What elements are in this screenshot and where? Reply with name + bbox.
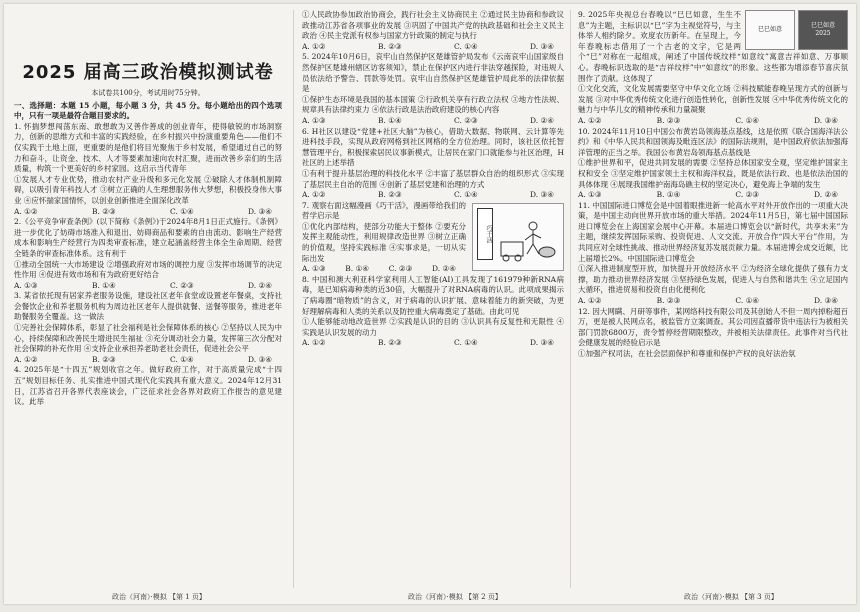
answer-options bbox=[14, 355, 282, 366]
answer-options bbox=[302, 190, 564, 201]
logo-right-top: 巳巳如意 bbox=[810, 22, 835, 29]
logo-right-bottom: 2025 bbox=[815, 30, 831, 37]
option-d: D. ②④ bbox=[530, 115, 554, 125]
cartoon-drawing bbox=[497, 212, 557, 264]
answer-options bbox=[578, 116, 848, 127]
answer-options bbox=[302, 338, 564, 349]
answer-options bbox=[302, 42, 564, 53]
answer-options bbox=[14, 207, 282, 218]
question-2-choices: ①推动全国统一大市场建设 ②增强政府对市场的调控力度 ③发挥市场调节的决定性作用 ④促进有效市场和有为政府更好结合 bbox=[14, 259, 282, 280]
option-d: D. ③④ bbox=[814, 296, 838, 306]
gala-logo bbox=[745, 10, 848, 50]
option-d: D. ③④ bbox=[530, 338, 554, 348]
question-11-choices: ①深入推进制度型开放，加快提升开放经济水平 ②为经济全球化提供了强有力支撑，助力推动世界经济发展 ③坚持绿色发展，促进人与自然和谐共生 ④立足国内大循环，推进贸易和投资自由化便利化 bbox=[578, 264, 848, 295]
option-b: B. ②③ bbox=[377, 41, 402, 51]
column-divider bbox=[293, 10, 294, 588]
option-c: C. ①④ bbox=[735, 115, 760, 125]
option-b: B. ①④ bbox=[377, 115, 402, 125]
option-a: A. ①③ bbox=[578, 190, 602, 200]
question-8-choices: ①人能够能动地改造世界 ②实践是认识的目的 ③认识具有反复性和无限性 ④实践是认识发展的动力 bbox=[302, 317, 564, 337]
option-c: C. ①④ bbox=[735, 296, 760, 306]
question-5: 5. 2024年10月6日，哀牢山自然保护区楚雄管护局发布《云南哀牢山国家级自然保护区楚雄州辖区访客须知》，禁止在保护区内进行非法穿越探险，对违规人员依法给予警告、罚款等处罚。哀牢山自然保护区楚雄管护局此举的法律依据是 bbox=[302, 52, 564, 94]
cartoon-image bbox=[472, 203, 564, 271]
question-12-choices: ①加强产权司法，在社会层面保护和尊重和保护产权的良好法治氛 bbox=[578, 349, 796, 358]
answer-options bbox=[578, 190, 848, 201]
question-4-choices: ①人民政协参加政治协商会，践行社会主义协商民主 ②通过民主协商和参政议政推动江苏省各项事业的发展 ③巩固了中国共产党的执政基础和社会主义民主政治 ④民主党派有权参与国家方针政策的制定与执行 bbox=[302, 10, 564, 41]
question-9-choices: ①文化交流，文化发展需要坚守中华文化立场 ②科技赋能春晚呈现方式的创新与发展 ③对中华优秀传统文化进行创造性转化，创新性发展 ④中华优秀传统文化的魅力与中华儿女的精神传承和力量凝聚 bbox=[578, 84, 848, 115]
page-column-1 bbox=[14, 10, 282, 588]
question-3: 3. 某省依托现有居家养老服务设施，建设社区老年食堂或设置老年餐桌，支持社会餐饮企业和养老服务机构为周边社区老年人提供就餐、送餐等服务，推进老年助餐服务全覆盖。这一做法 bbox=[14, 291, 282, 322]
option-a: A. ①③ bbox=[14, 280, 38, 290]
page-footer-2: 政治（河南）·模拟 【第 2 页】 bbox=[408, 593, 502, 601]
answer-options bbox=[302, 116, 564, 127]
option-c: C. ②③ bbox=[454, 115, 478, 125]
exam-note: 本试卷共100分，考试用时75分钟。 bbox=[91, 89, 205, 97]
option-d: D. ②④ bbox=[814, 190, 838, 200]
option-c: C. ①④ bbox=[454, 190, 478, 200]
question-4: 4. 2025年是“十四五”规划收官之年。做好政府工作，对于高质量完成“十四五”规划目标任务、扎实推进中国式现代化实践具有重大意义。2024年12月31日，江苏省召开各界代表座谈会，广泛征求社会各界对政府工作报告的意见建议。此举 bbox=[14, 365, 282, 407]
option-b: B. ①④ bbox=[345, 264, 370, 274]
option-b: B. ①④ bbox=[91, 280, 116, 290]
option-a: A. ①③ bbox=[302, 115, 326, 125]
option-c: C. ②③ bbox=[170, 280, 194, 290]
question-7: 7. 观察右面这幅漫画《巧干活》，漫画带给我们的哲学启示是 bbox=[302, 200, 466, 221]
option-d: D. ②④ bbox=[248, 280, 272, 290]
section-heading: 一、选择题：本题 15 小题，每小题 3 分，共 45 分。每小题给出的四个选项中，只有一项是最符合题目要求的。 bbox=[14, 100, 282, 121]
option-d: D. ③④ bbox=[248, 206, 272, 216]
option-b: B. ②③ bbox=[91, 354, 116, 364]
question-10-choices: ①维护世界和平，促进共同发展的需要 ②坚持总体国家安全观，坚定维护国家主权和安全 ③坚定维护国家领土主权和海洋权益，既是依法行政、也是依法治国的具体体现 ④展现我国维护南海岛礁主权的坚定决心，避免海上争端的发生 bbox=[578, 158, 848, 189]
option-a: A. ①② bbox=[578, 296, 602, 306]
option-a: A. ①② bbox=[302, 41, 326, 51]
question-11: 11. 中国国际进口博览会是中国着眼推进新一轮高水平对外开放作出的一项重大决策，是中国主动向世界开放市场的重大举措。2024年11月5日，第七届中国国际进口博览会在上海国家会展中心开幕。本届进口博览会以“新时代，共享未来”为主题，继续发挥国际采购、投资促进、人文交流、开放合作“四大平台”作用，为共同应对全球性挑战、推动世界经济复苏发展贡献力量。本届进博会成交近额，比上届增长2%。中国国际进口博览会 bbox=[578, 200, 848, 263]
question-3-choices: ①完善社会保障体系，彰显了社会福利是社会保障体系的核心 ②坚持以人民为中心，持续保障和改善民生增进民生福祉 ③充分调动社会力量，发挥第三次分配对社会保障的补充作用 ④支持企业承担养老助老社会责任，促进社会公平 bbox=[14, 323, 282, 354]
option-a: A. ①③ bbox=[302, 264, 326, 274]
option-d: D. ③④ bbox=[248, 354, 272, 364]
option-b: B. ②③ bbox=[656, 115, 681, 125]
question-7-choices: ①优化内部结构，使部分功能大于整体 ②要充分发挥主观能动性，利用规律改造世界 ③树立正确的价值观，坚持实践标准 ④实事求是，一切从实际出发 bbox=[302, 221, 466, 263]
option-b: B. ②③ bbox=[656, 296, 681, 306]
option-d: D. ②④ bbox=[432, 264, 456, 274]
option-c: C. ①④ bbox=[170, 206, 194, 216]
question-5-choices: ①保护生态环境是我国的基本国策 ②行政机关享有行政立法权 ③地方性法规、规章具有法律约束力 ④依法行政是法治政府建设的核心内容 bbox=[302, 94, 564, 115]
option-c: C. ②③ bbox=[735, 190, 760, 200]
option-b: B. ②③ bbox=[377, 190, 402, 200]
column-divider bbox=[570, 10, 571, 588]
option-c: C. ①④ bbox=[454, 338, 478, 348]
option-a: A. ①② bbox=[302, 190, 326, 200]
option-c: C. ①④ bbox=[454, 41, 478, 51]
question-12: 12. 因大网瞒、月研等事件，某网络科技有限公司及其创始人不但一周内掉粉超百万，更是被人民网点名，被监管方立案调查。其公司因直播带货中违法行为被相关部门罚款6800万，责令暂停经营期限整改，并被相关法律责任。此事件对当代社会健康发展的经验启示是 bbox=[578, 306, 848, 348]
page-footer-3: 政治（河南）·模拟 【第 3 页】 bbox=[684, 593, 778, 601]
page-column-2 bbox=[302, 10, 564, 588]
option-a: A. ①② bbox=[14, 354, 38, 364]
option-b: B. ②③ bbox=[91, 206, 116, 216]
answer-options bbox=[578, 296, 848, 307]
logo-right bbox=[798, 10, 848, 50]
option-d: D. ③④ bbox=[530, 41, 554, 51]
question-9: 9. 2025年央视总台春晚以“巳巳如意，生生不息”为主题，主标识以“巳”字为主视觉符号，与主体举人相约除夕。欢度农历新年。在呈现上，今年春晚标志借用了一个古老的文字，它是两个“巳”对称在一起组成，阐述了中国传统纹样“如意纹”寓意吉祥如意、万事顺心。春晚标识选取的是“吉祥纹样”中“如意纹”的形象。这些都为增添春节喜庆氛围作了贡献。这体现了 bbox=[578, 10, 848, 83]
exam-sheet bbox=[4, 4, 856, 604]
option-a: A. ①② bbox=[14, 206, 38, 216]
page-footer-1: 政治（河南）·模拟 【第 1 页】 bbox=[112, 593, 206, 601]
question-1: 1. 怀揣梦想闯荡东南、敢想敢为又善作善成的创业青年，使得敏锐的市场洞察力，创新的思维方式和丰富的实践经验，在乡村振兴中扮演重要角色——他们不仅实践于土地上面，更重要的是他们将目光聚焦于乡村发展，希望通过自己的努力和奋斗，让资金、技术、人才等要素加速向农村汇聚，进而改善乡亲们的生活质量，构筑一个更美好的乡村家园。这启示当代青年 bbox=[14, 121, 282, 174]
question-8: 8. 中国和澳大利亚科学家利用人工智能(AI)工具发现了161979种新RNA病毒，是已知病毒种类的近30倍，大幅提升了对RNA病毒的认识。此项成果揭示了病毒圈“暗物质”的含义，对于病毒的认识扩展、意味着能力的新突破，为更好理解病毒和人类的关系以及防控重大病毒奠定了基础。由此可见 bbox=[302, 274, 564, 316]
question-2: 2.《公平竞争审查条例》(以下简称《条例》)于2024年8月1日正式施行。《条例》进一步优化了妨碍市场准入和退出、妨碍商品和要素的自由流动、影响生产经营成本和影响生产经营行为四类审查标准，建立起涵盖经营主体全生命周期、经营全链条的审查标准体系。这有利于 bbox=[14, 217, 282, 258]
option-d: D. ③④ bbox=[530, 190, 554, 200]
option-c: C. ①④ bbox=[170, 354, 194, 364]
option-a: A. ①② bbox=[578, 115, 602, 125]
logo-left: 巳巳如意 bbox=[745, 10, 795, 50]
option-c: C. ②③ bbox=[388, 264, 413, 274]
question-10: 10. 2024年11月10日中国公布黄岩岛领海基点基线，这是依照《联合国海洋法公约》和《中华人民共和国领海及毗连区法》的国际法规则，是中国政府依法加强海洋管理的正当之举。我国公布黄岩岛领海基点基线是 bbox=[578, 126, 848, 157]
page-column-3 bbox=[578, 10, 848, 588]
question-1-choices: ①发展人才专业优势，推动农村产业升级和多元化发展 ②破除人才体制机制障碍，以吸引青年科技人才 ③树立正确的人生理想服务伟大梦想，积极投身伟大事业 ④应怀揣家国情怀，以创业创新推进全面深化改革 bbox=[14, 174, 282, 205]
option-a: A. ①② bbox=[302, 338, 326, 348]
page-title: 2025 届高三政治模拟测试卷 bbox=[22, 62, 274, 83]
cartoon-caption: 巧干活 bbox=[477, 208, 493, 260]
option-b: B. ②③ bbox=[377, 338, 402, 348]
option-d: D. ③④ bbox=[814, 115, 838, 125]
answer-options bbox=[14, 281, 282, 292]
answer-options bbox=[302, 264, 466, 275]
question-6: 6. H社区以建设“党建+社区大脑”为核心，借助大数据、物联网、云计算等先进科技手段，实现从政府网格到社区网格的全方位治理。同时，该社区依托智慧管理平台，积极探索居民议事新模式，让居民在家门口就能参与社区治理，H社区的上述举措 bbox=[302, 126, 564, 168]
question-6-choices: ①有利于提升基层治理的科技化水平 ②丰富了基层群众自治的组织形式 ③实现了基层民主自治的范围 ④创新了基层党建和治理的方式 bbox=[302, 168, 564, 189]
option-b: B. ①④ bbox=[656, 190, 681, 200]
